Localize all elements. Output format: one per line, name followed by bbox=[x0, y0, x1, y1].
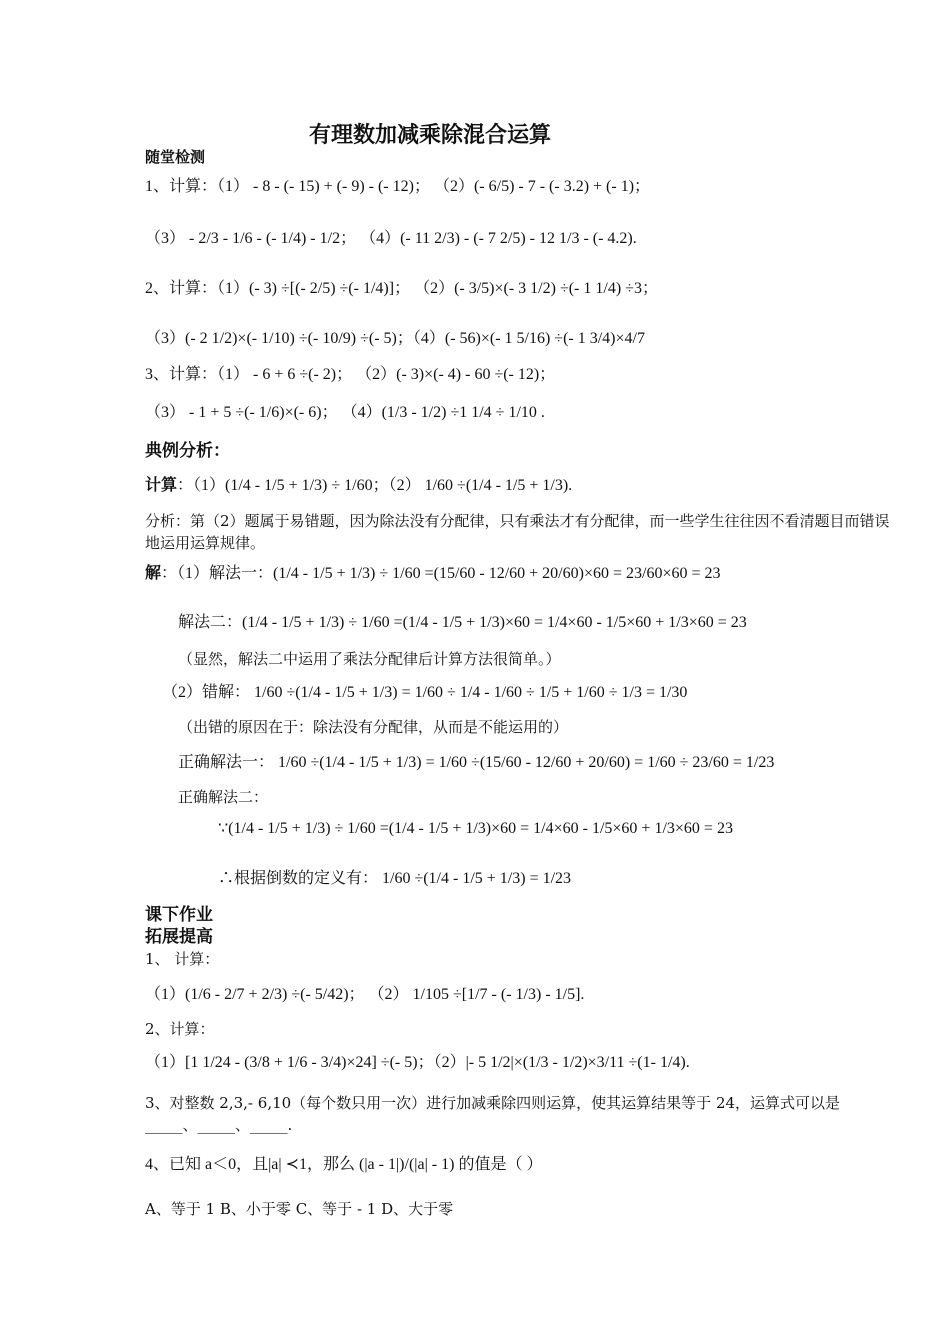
exercise-2-line1: 2、计算：（1）(- 3) ÷[(- 2/5) ÷(- 1/4)]； （2）(- 3/5)×(- 3 1/2) ÷(- 1 1/4) ÷3； bbox=[145, 280, 658, 297]
correct-solution-2-label: 正确解法二： bbox=[178, 788, 269, 806]
homework-4: 4、已知 a＜0，且|a| ≺1，那么 (|a - 1|)/(|a| - 1) 的值是（ ） bbox=[145, 1156, 543, 1173]
section-heading-quiz: 随堂检测 bbox=[145, 148, 206, 166]
section-heading-homework: 课下作业 bbox=[145, 905, 213, 925]
homework-3: 3、对整数 2,3,- 6,10（每个数只用一次）进行加减乘除四则运算，使其运算结果等于 24，运算式可以是_____、_____、_____. bbox=[145, 1094, 841, 1134]
note-2: （出错的原因在于：除法没有分配律，从而是不能运用的） bbox=[178, 718, 569, 736]
homework-2-label: 2、计算： bbox=[145, 1020, 215, 1038]
correct-solution-2-conclusion: ∴根据倒数的定义有： 1/60 ÷(1/4 - 1/5 + 1/3) = 1/23 bbox=[218, 870, 572, 887]
homework-2: （1）[1 1/24 - (3/8 + 1/6 - 3/4)×24] ÷(- 5)；（2）|- 5 1/2|×(1/3 - 1/2)×3/11 ÷(1- 1/4). bbox=[145, 1054, 690, 1071]
wrong-solution: （2）错解： 1/60 ÷(1/4 - 1/5 + 1/3) = 1/60 ÷ 1/4 - 1/60 ÷ 1/5 + 1/60 ÷ 1/3 = 1/30 bbox=[162, 684, 688, 701]
exercise-3-line1: 3、计算：（1） - 6 + 6 ÷(- 2)； （2）(- 3)×(- 4) - 60 ÷(- 12)； bbox=[145, 366, 556, 383]
solution-2: 解法二：(1/4 - 1/5 + 1/3) ÷ 1/60 =(1/4 - 1/5 + 1/3)×60 = 1/4×60 - 1/5×60 + 1/3×60 = 23 bbox=[178, 614, 747, 631]
analysis-paragraph: 分析：第（2）题属于易错题，因为除法没有分配律，只有乘法才有分配律，而一些学生往往因不看清题目而错误地运用运算规律。 bbox=[145, 512, 890, 552]
homework-1: （1）(1/6 - 2/7 + 2/3) ÷(- 5/42)； （2） 1/105 ÷[1/7 - (- 1/3) - 1/5]. bbox=[145, 986, 585, 1003]
page-title: 有理数加减乘除混合运算 bbox=[308, 123, 551, 148]
exercise-1-line2: （3） - 2/3 - 1/6 - (- 1/4) - 1/2； （4）(- 11 2/3) - (- 7 2/5) - 12 1/3 - (- 4.2). bbox=[145, 230, 637, 247]
note-1: （显然，解法二中运用了乘法分配律后计算方法很简单。） bbox=[178, 650, 561, 668]
solution-1 bbox=[145, 562, 890, 585]
homework-4-options: A、等于 1 B、小于零 C、等于 - 1 D、大于零 bbox=[145, 1200, 454, 1218]
solution-label: 解 bbox=[145, 563, 162, 582]
correct-solution-1: 正确解法一： 1/60 ÷(1/4 - 1/5 + 1/3) = 1/60 ÷(15/60 - 12/60 + 20/60) = 1/60 ÷ 23/60 = 1/23 bbox=[178, 754, 775, 771]
exercise-3-line2: （3） - 1 + 5 ÷(- 1/6)×(- 6)； （4）(1/3 - 1/2) ÷1 1/4 ÷ 1/10 . bbox=[145, 404, 545, 421]
exercise-2-line2: （3）(- 2 1/2)×(- 1/10) ÷(- 10/9) ÷(- 5)；（4）(- 56)×(- 1 5/16) ÷(- 1 3/4)×4/7 bbox=[145, 330, 645, 347]
correct-solution-2: ∵(1/4 - 1/5 + 1/3) ÷ 1/60 =(1/4 - 1/5 + 1/3)×60 = 1/4×60 - 1/5×60 + 1/3×60 = 23 bbox=[218, 820, 733, 837]
section-heading-extension: 拓展提高 bbox=[145, 927, 213, 947]
exercise-1-line1: 1、计算：（1） - 8 - (- 15) + (- 9) - (- 12)； （2）(- 6/5) - 7 - (- 3.2) + (- 1)； bbox=[145, 178, 651, 195]
solution-1-text: ：（1）解法一：(1/4 - 1/5 + 1/3) ÷ 1/60 =(15/60 - 12/60 + 20/60)×60 = 23/60×60 = 23 bbox=[161, 565, 721, 582]
homework-1-label: 1、 计算： bbox=[145, 950, 220, 968]
example-question bbox=[145, 474, 890, 497]
calc-label: 计算 bbox=[145, 475, 178, 494]
section-heading-examples: 典例分析： bbox=[145, 441, 230, 461]
example-question-text: ：（1）(1/4 - 1/5 + 1/3) ÷ 1/60；（2） 1/60 ÷(1/4 - 1/5 + 1/3). bbox=[177, 477, 573, 494]
